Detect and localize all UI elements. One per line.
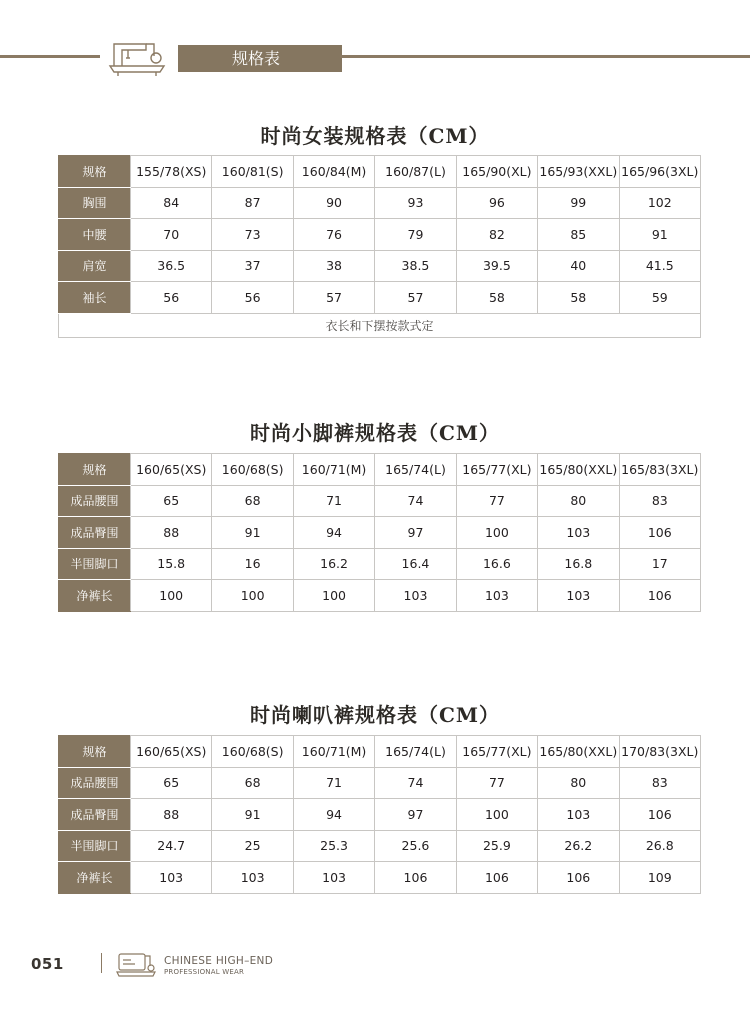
table-cell: 103 xyxy=(212,862,293,894)
table-cell: 80 xyxy=(538,485,619,517)
table-cell: 26.8 xyxy=(619,830,700,862)
table-cell: 94 xyxy=(293,799,374,831)
table-cell: 100 xyxy=(131,580,212,612)
table-cell: 83 xyxy=(619,485,700,517)
size-header: 165/80(XXL) xyxy=(538,736,619,768)
table-cell: 38 xyxy=(293,250,374,282)
table-cell: 103 xyxy=(375,580,456,612)
table-header-row xyxy=(59,736,701,768)
size-header: 165/96(3XL) xyxy=(619,156,700,188)
table-cell: 77 xyxy=(456,767,537,799)
size-header: 165/93(XXL) xyxy=(538,156,619,188)
size-header: 160/84(M) xyxy=(293,156,374,188)
table-cell: 91 xyxy=(212,799,293,831)
table-header-row xyxy=(59,156,701,188)
table-cell: 93 xyxy=(375,187,456,219)
row-label: 净裤长 xyxy=(59,580,131,612)
table-cell: 68 xyxy=(212,767,293,799)
table-cell: 16.6 xyxy=(456,548,537,580)
row-label: 规格 xyxy=(59,156,131,188)
spec-table-skinny-pants xyxy=(58,453,701,612)
table-cell: 82 xyxy=(456,219,537,251)
table-cell: 100 xyxy=(212,580,293,612)
table-row xyxy=(59,187,701,219)
table-cell: 103 xyxy=(538,517,619,549)
table-cell: 65 xyxy=(131,485,212,517)
table-row xyxy=(59,282,701,314)
size-header: 160/65(XS) xyxy=(131,736,212,768)
size-header: 165/77(XL) xyxy=(456,454,537,486)
table-cell: 39.5 xyxy=(456,250,537,282)
table-cell: 77 xyxy=(456,485,537,517)
table-cell: 57 xyxy=(293,282,374,314)
table-cell: 99 xyxy=(538,187,619,219)
table-note: 衣长和下摆按款式定 xyxy=(59,313,701,337)
row-label: 成品腰围 xyxy=(59,767,131,799)
table-row xyxy=(59,548,701,580)
table-cell: 91 xyxy=(212,517,293,549)
table-header-row xyxy=(59,454,701,486)
table-cell: 91 xyxy=(619,219,700,251)
table-cell: 103 xyxy=(538,580,619,612)
table-row xyxy=(59,799,701,831)
table-cell: 84 xyxy=(131,187,212,219)
table-cell: 16.4 xyxy=(375,548,456,580)
sewing-machine-icon xyxy=(116,950,156,978)
table-cell: 56 xyxy=(212,282,293,314)
table-cell: 100 xyxy=(293,580,374,612)
row-label: 肩宽 xyxy=(59,250,131,282)
row-label: 袖长 xyxy=(59,282,131,314)
table-cell: 16 xyxy=(212,548,293,580)
footer-brand-sub: PROFESSIONAL WEAR xyxy=(164,968,245,976)
size-header: 170/83(3XL) xyxy=(619,736,700,768)
table-cell: 102 xyxy=(619,187,700,219)
row-label: 成品臀围 xyxy=(59,799,131,831)
size-header: 160/81(S) xyxy=(212,156,293,188)
table-cell: 100 xyxy=(456,799,537,831)
table-cell: 109 xyxy=(619,862,700,894)
table-cell: 106 xyxy=(619,580,700,612)
row-label: 半围脚口 xyxy=(59,830,131,862)
table-cell: 74 xyxy=(375,485,456,517)
table-row xyxy=(59,517,701,549)
table-cell: 97 xyxy=(375,799,456,831)
header-rule-right xyxy=(340,55,750,58)
table-cell: 36.5 xyxy=(131,250,212,282)
spec-table-womens xyxy=(58,155,701,338)
table-row xyxy=(59,219,701,251)
table-cell: 103 xyxy=(538,799,619,831)
footer-brand: CHINESE HIGH–END xyxy=(164,955,274,967)
header-tab xyxy=(178,45,342,72)
table-cell: 57 xyxy=(375,282,456,314)
table-cell: 25 xyxy=(212,830,293,862)
table-cell: 103 xyxy=(131,862,212,894)
table-note-row xyxy=(59,313,701,337)
row-label: 规格 xyxy=(59,454,131,486)
row-label: 成品腰围 xyxy=(59,485,131,517)
table-cell: 79 xyxy=(375,219,456,251)
table-cell: 73 xyxy=(212,219,293,251)
size-header: 165/83(3XL) xyxy=(619,454,700,486)
section-title-womens: 时尚女装规格表（CM） xyxy=(260,124,490,148)
table-cell: 68 xyxy=(212,485,293,517)
size-header: 160/71(M) xyxy=(293,736,374,768)
table-cell: 71 xyxy=(293,485,374,517)
table-cell: 106 xyxy=(375,862,456,894)
sewing-machine-icon xyxy=(106,36,168,76)
table-cell: 41.5 xyxy=(619,250,700,282)
size-header: 160/87(L) xyxy=(375,156,456,188)
table-cell: 106 xyxy=(538,862,619,894)
table-cell: 40 xyxy=(538,250,619,282)
header-tab-label: 规格表 xyxy=(232,49,281,68)
table-cell: 106 xyxy=(456,862,537,894)
footer-divider xyxy=(101,953,102,973)
table-row xyxy=(59,250,701,282)
table-cell: 106 xyxy=(619,799,700,831)
size-header: 160/71(M) xyxy=(293,454,374,486)
size-header: 165/74(L) xyxy=(375,454,456,486)
table-cell: 90 xyxy=(293,187,374,219)
table-cell: 56 xyxy=(131,282,212,314)
table-row xyxy=(59,767,701,799)
row-label: 规格 xyxy=(59,736,131,768)
table-cell: 94 xyxy=(293,517,374,549)
table-cell: 24.7 xyxy=(131,830,212,862)
row-label: 成品臀围 xyxy=(59,517,131,549)
table-row xyxy=(59,580,701,612)
size-header: 155/78(XS) xyxy=(131,156,212,188)
table-cell: 106 xyxy=(619,517,700,549)
table-cell: 25.6 xyxy=(375,830,456,862)
table-cell: 100 xyxy=(456,517,537,549)
table-cell: 59 xyxy=(619,282,700,314)
table-cell: 97 xyxy=(375,517,456,549)
section-title-flare-pants: 时尚喇叭裤规格表（CM） xyxy=(249,703,501,727)
table-cell: 96 xyxy=(456,187,537,219)
size-header: 165/77(XL) xyxy=(456,736,537,768)
table-cell: 37 xyxy=(212,250,293,282)
spec-table-flare-pants xyxy=(58,735,701,894)
table-cell: 58 xyxy=(456,282,537,314)
row-label: 胸围 xyxy=(59,187,131,219)
size-header: 165/80(XXL) xyxy=(538,454,619,486)
table-cell: 25.3 xyxy=(293,830,374,862)
table-cell: 16.8 xyxy=(538,548,619,580)
table-cell: 85 xyxy=(538,219,619,251)
size-header: 160/68(S) xyxy=(212,736,293,768)
table-cell: 88 xyxy=(131,799,212,831)
row-label: 中腰 xyxy=(59,219,131,251)
section-title-skinny-pants: 时尚小脚裤规格表（CM） xyxy=(249,421,501,445)
table-cell: 80 xyxy=(538,767,619,799)
table-cell: 26.2 xyxy=(538,830,619,862)
size-header: 165/90(XL) xyxy=(456,156,537,188)
table-row xyxy=(59,862,701,894)
header-rule-left xyxy=(0,55,100,58)
page-number: 051 xyxy=(31,955,64,973)
table-cell: 17 xyxy=(619,548,700,580)
table-cell: 15.8 xyxy=(131,548,212,580)
table-cell: 58 xyxy=(538,282,619,314)
size-header: 160/68(S) xyxy=(212,454,293,486)
table-cell: 16.2 xyxy=(293,548,374,580)
table-cell: 76 xyxy=(293,219,374,251)
table-cell: 88 xyxy=(131,517,212,549)
table-cell: 65 xyxy=(131,767,212,799)
table-cell: 103 xyxy=(293,862,374,894)
table-cell: 103 xyxy=(456,580,537,612)
table-cell: 87 xyxy=(212,187,293,219)
table-cell: 38.5 xyxy=(375,250,456,282)
table-cell: 25.9 xyxy=(456,830,537,862)
table-cell: 83 xyxy=(619,767,700,799)
table-row xyxy=(59,830,701,862)
table-cell: 71 xyxy=(293,767,374,799)
table-cell: 74 xyxy=(375,767,456,799)
table-cell: 70 xyxy=(131,219,212,251)
table-row xyxy=(59,485,701,517)
row-label: 半围脚口 xyxy=(59,548,131,580)
row-label: 净裤长 xyxy=(59,862,131,894)
size-header: 165/74(L) xyxy=(375,736,456,768)
size-header: 160/65(XS) xyxy=(131,454,212,486)
